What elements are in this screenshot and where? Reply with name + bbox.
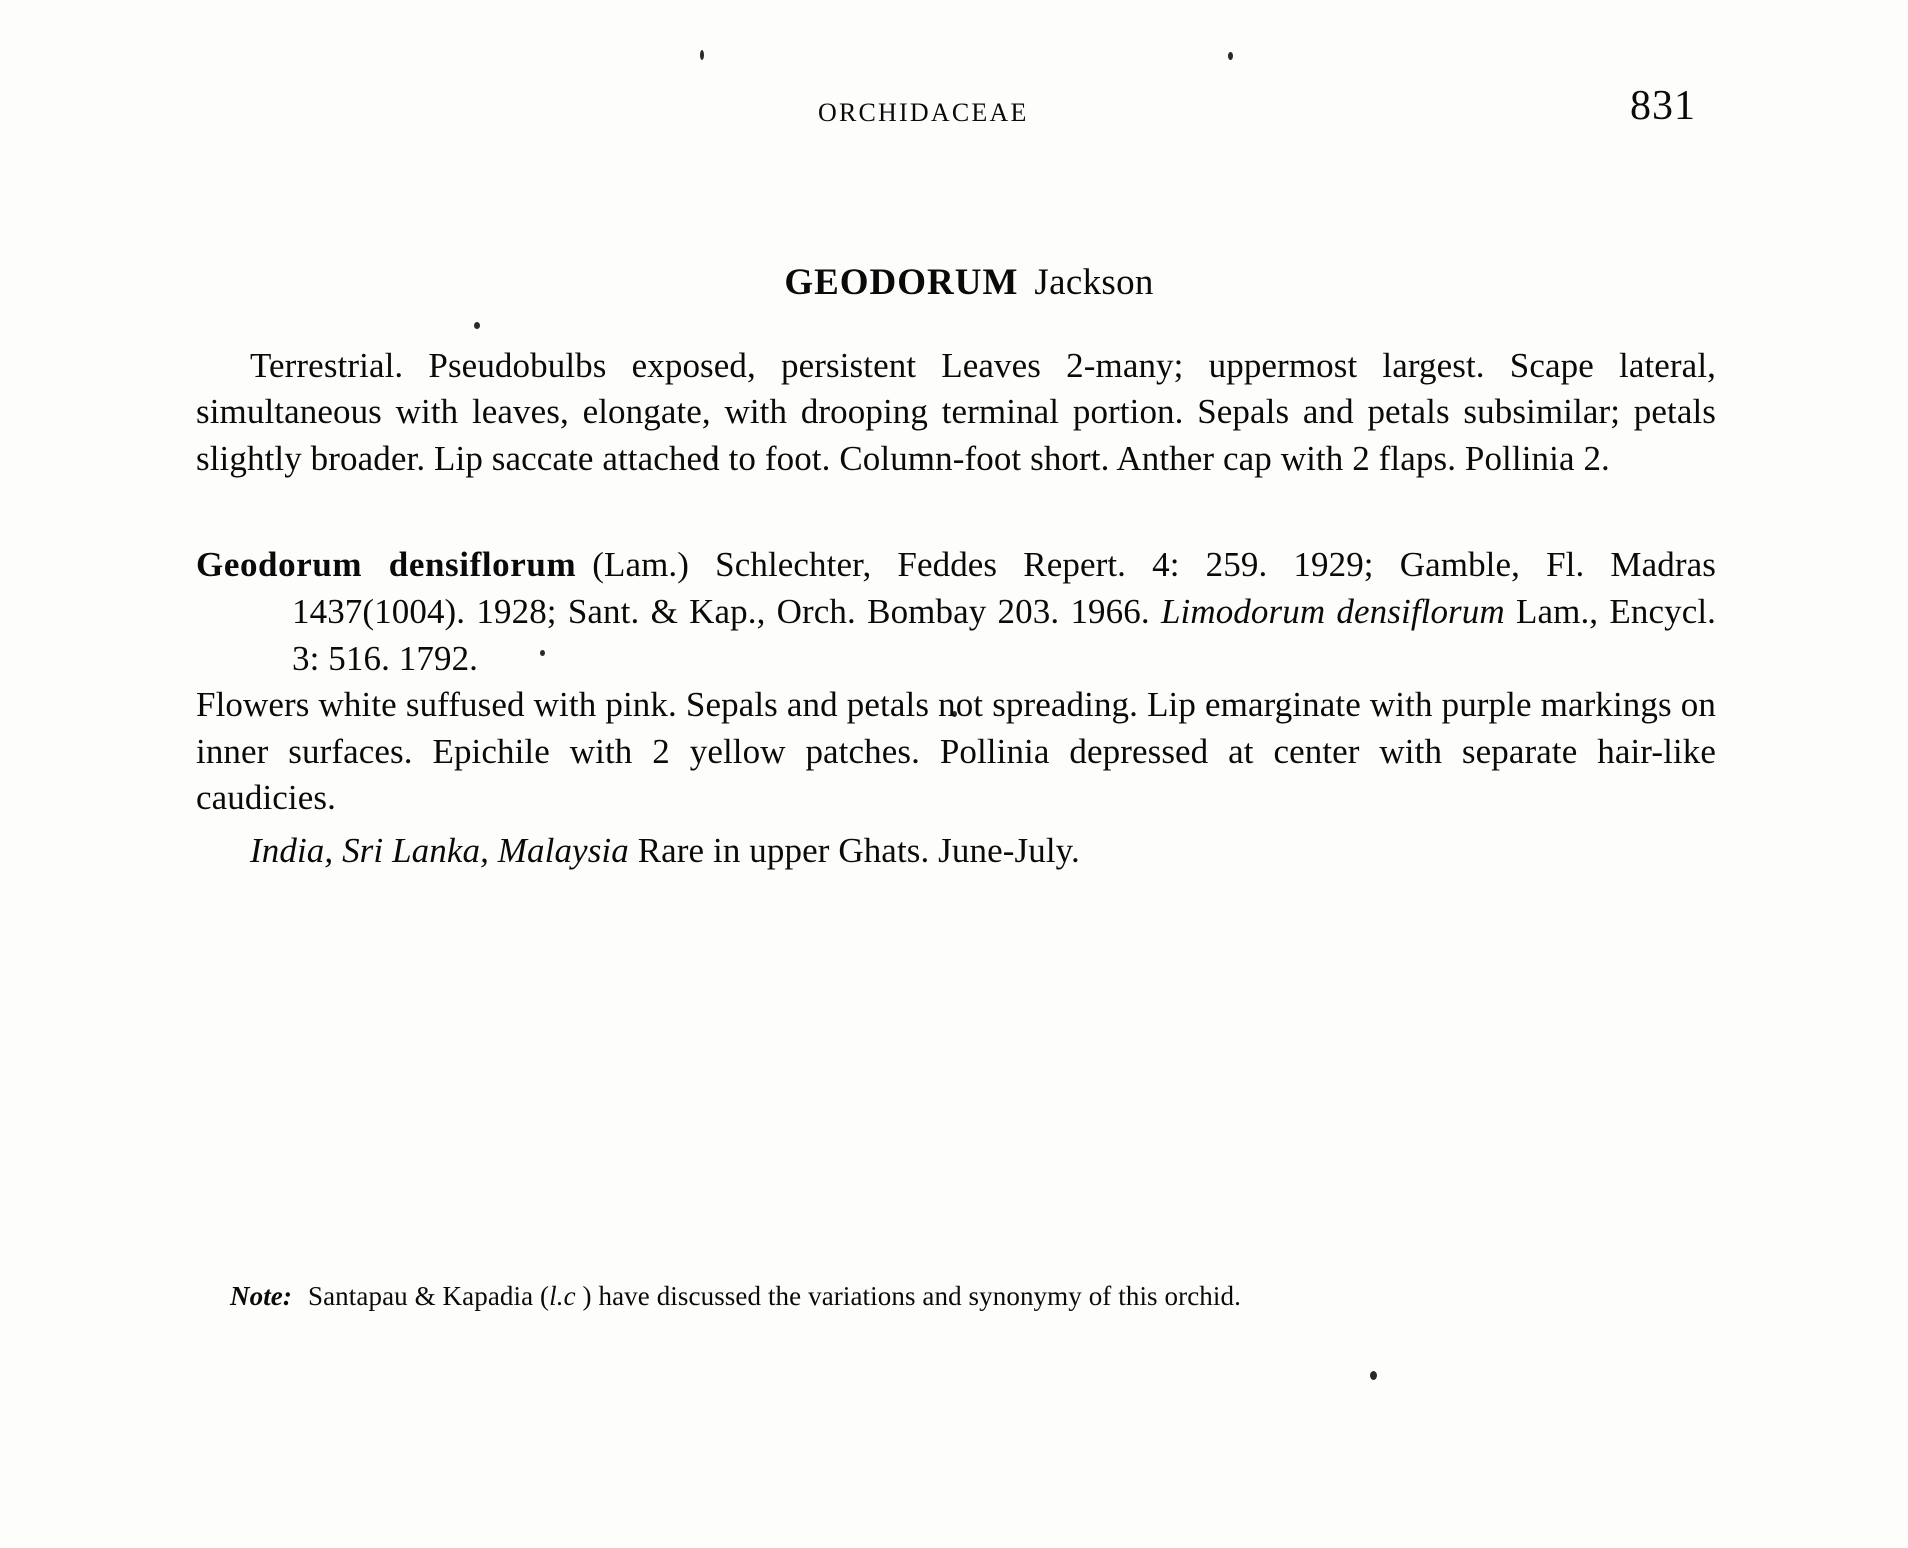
note-text-after: ) have discussed the variations and synonymy of this orchid.: [575, 1281, 1241, 1311]
species-entry: [196, 541, 1716, 682]
page-speck: [700, 50, 704, 60]
page-speck: [1370, 1371, 1377, 1380]
species-citation-first: (Lam.) Schlechter, Feddes Repert. 4: 259. 1929; Gamble, Fl. Madras 1437(1004). 1928; Sant. & Kap., Orch. Bombay 203. 1966.: [292, 544, 1716, 631]
section-gap: [196, 483, 1716, 541]
genus-description: Terrestrial. Pseudobulbs exposed, persistent Leaves 2-many; uppermost largest. Scape lateral, simultaneous with leaves, elongate, with drooping terminal portion. Sepals and petals subsimilar; petals slightly broader. Lip saccate attached to foot. Column-foot short. Anther cap with 2 flaps. Pollinia 2.: [196, 345, 1716, 478]
page-speck: [1228, 52, 1233, 60]
genus-author: Jackson: [1034, 262, 1154, 303]
species-basionym: Limodorum densiflorum: [1160, 591, 1505, 631]
note-label: Note:: [230, 1281, 292, 1311]
genus-heading: [196, 262, 1716, 305]
note-text-before: Santapau & Kapadia (: [307, 1281, 550, 1311]
text-column: [196, 262, 1716, 875]
species-citation-second: Lam., Encycl. 3: 516. 1792.: [292, 591, 1716, 678]
distribution-places: India, Sri Lanka, Malaysia: [250, 831, 629, 871]
species-description: Flowers white suffused with pink. Sepals and petals not spreading. Lip emarginate with purple markings on inner surfaces. Epichile with 2 yellow patches. Pollinia depressed at center with separate hair-like caudicies.: [196, 684, 1716, 818]
species-distribution: [196, 828, 1716, 875]
running-head-title: ORCHIDACEAE: [818, 98, 1029, 127]
note-block: [190, 1278, 1720, 1315]
page-number: 831: [1630, 83, 1696, 129]
genus-name: GEODORUM: [784, 262, 1019, 303]
note-loc-cit-abbrev: l.c: [549, 1281, 576, 1311]
running-head: [0, 83, 1908, 146]
species-name: Geodorum densiflorum: [196, 544, 577, 584]
distribution-rest: Rare in upper Ghats. June-July.: [628, 831, 1080, 871]
